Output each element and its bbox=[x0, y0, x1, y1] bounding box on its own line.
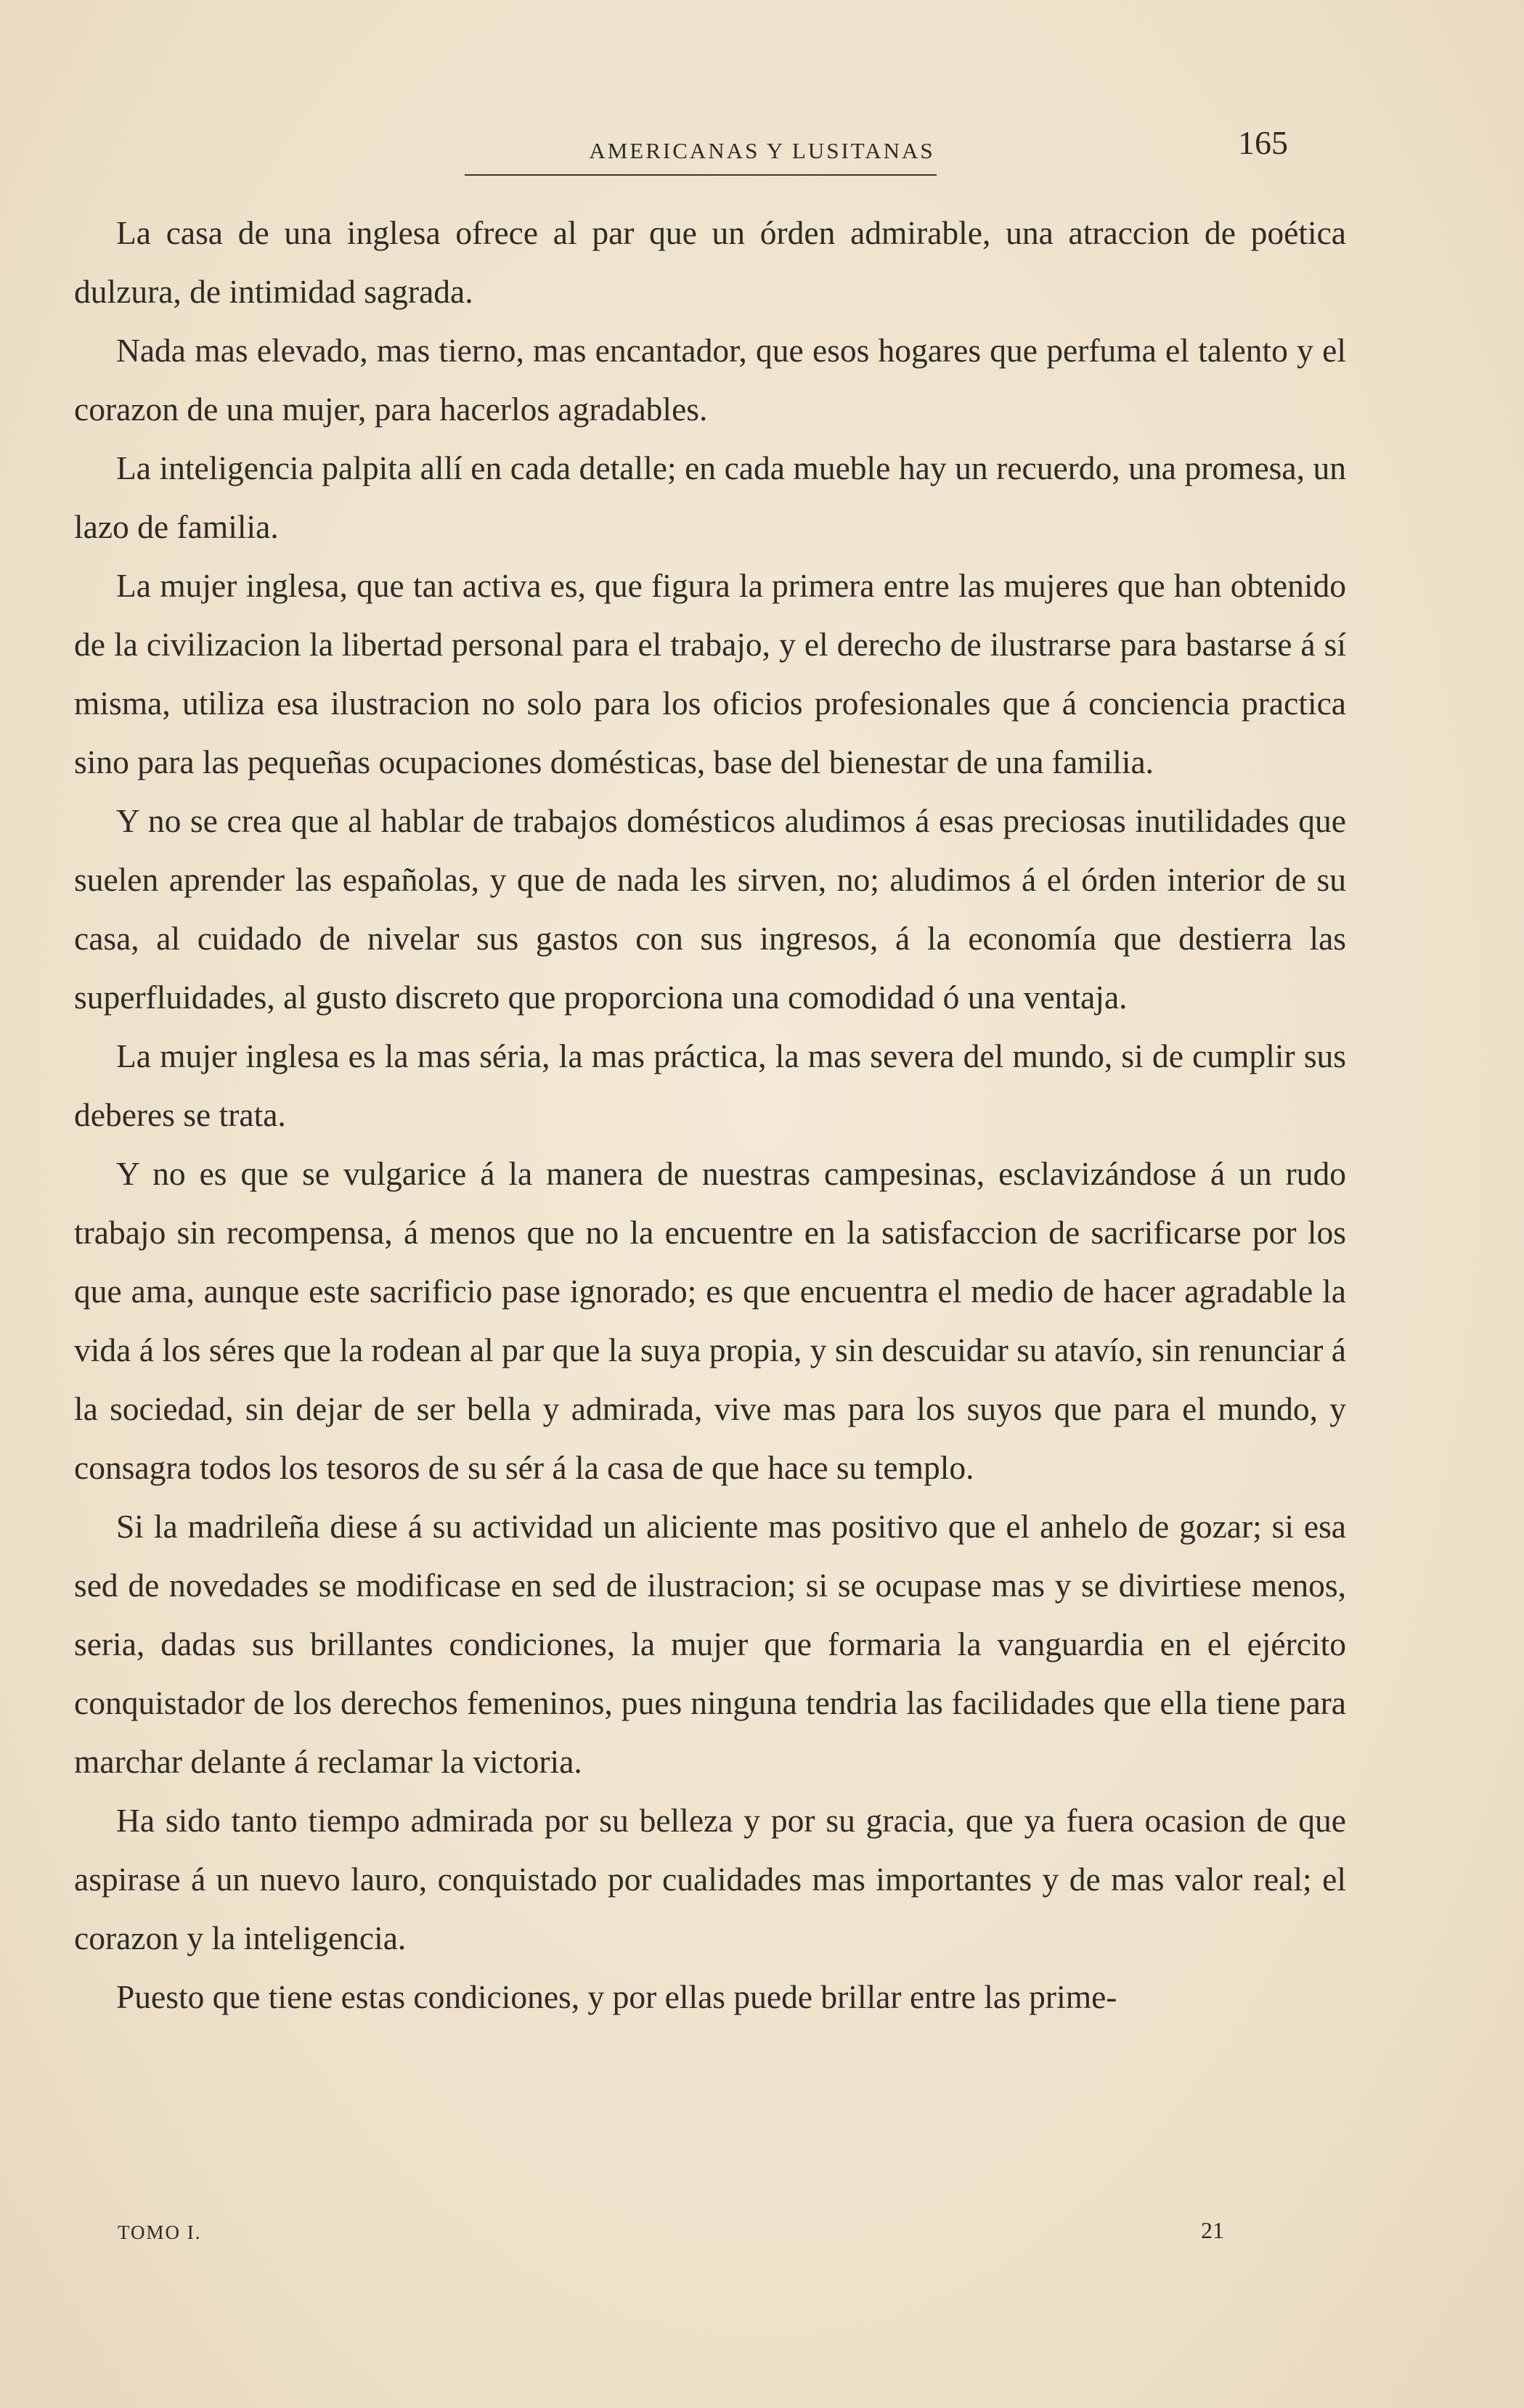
page-number: 165 bbox=[1238, 124, 1288, 161]
paragraph-7: Y no es que se vulgarice á la manera de nuestras campesinas, esclavizándose á un rudo trabajo sin recompensa, á menos que no la encuentre en la satisfaccion de sacrificarse por los que ama, aunque este sacrificio pase ignorado; es que encuentra el medio de hacer agradable la vida á los séres que la rodean al par que la suya propia, y sin descuidar su atavío, sin renunciar á la sociedad, sin dejar de ser bella y admirada, vive mas para los suyos que para el mundo, y consagra todos los tesoros de su sér á la casa de que hace su templo. bbox=[74, 1155, 1346, 1486]
header-rule bbox=[465, 174, 937, 176]
running-title: AMERICANAS Y LUSITANAS bbox=[589, 138, 935, 163]
paragraph-1: La casa de una inglesa ofrece al par que un órden admirable, una atraccion de poética dulzura, de intimidad sagrada. bbox=[74, 214, 1346, 310]
paragraph-10: Puesto que tiene estas condiciones, y por ellas puede brillar entre las prime- bbox=[116, 1978, 1117, 2015]
paragraph-9: Ha sido tanto tiempo admirada por su belleza y por su gracia, que ya fuera ocasion de que aspirase á un nuevo lauro, conquistado por cualidades mas importantes y de mas valor real; el corazon y la inteligencia. bbox=[74, 1802, 1346, 1956]
page-footer bbox=[0, 2217, 1524, 2265]
paragraph-4: La mujer inglesa, que tan activa es, que figura la primera entre las mujeres que han obtenido de la civilizacion la libertad personal para el trabajo, y el derecho de ilustrarse para bastarse á sí misma, utiliza esa ilustracion no solo para los oficios profesionales que á conciencia practica sino para las pequeñas ocupaciones domésticas, base del bienestar de una familia. bbox=[74, 567, 1346, 780]
paragraph-8: Si la madrileña diese á su actividad un aliciente mas positivo que el anhelo de gozar; si esa sed de novedades se modificase en sed de ilustracion; si se ocupase mas y se divirtiese menos, seria, dadas sus brillantes condiciones, la mujer que formaria la vanguardia en el ejército conquistador de los derechos femeninos, pues ninguna tendria las facilidades que ella tiene para marchar delante á reclamar la victoria. bbox=[74, 1508, 1346, 1780]
signature-mark: 21 bbox=[1201, 2217, 1224, 2243]
page-header bbox=[0, 0, 1524, 189]
body-text bbox=[74, 203, 1346, 2026]
paragraph-2: Nada mas elevado, mas tierno, mas encantador, que esos hogares que perfuma el talento y el corazon de una mujer, para hacerlos agradables. bbox=[74, 332, 1346, 428]
paragraph-6: La mujer inglesa es la mas séria, la mas práctica, la mas severa del mundo, si de cumplir sus deberes se trata. bbox=[74, 1037, 1346, 1133]
paragraph-3: La inteligencia palpita allí en cada detalle; en cada mueble hay un recuerdo, una promesa, un lazo de familia. bbox=[74, 449, 1346, 545]
volume-label: TOMO I. bbox=[118, 2221, 202, 2243]
paragraph-5: Y no se crea que al hablar de trabajos domésticos aludimos á esas preciosas inutilidades que suelen aprender las españolas, y que de nada les sirven, no; aludimos á el órden interior de su casa, al cuidado de nivelar sus gastos con sus ingresos, á la economía que destierra las superfluidades, al gusto discreto que proporciona una comodidad ó una ventaja. bbox=[74, 802, 1346, 1016]
